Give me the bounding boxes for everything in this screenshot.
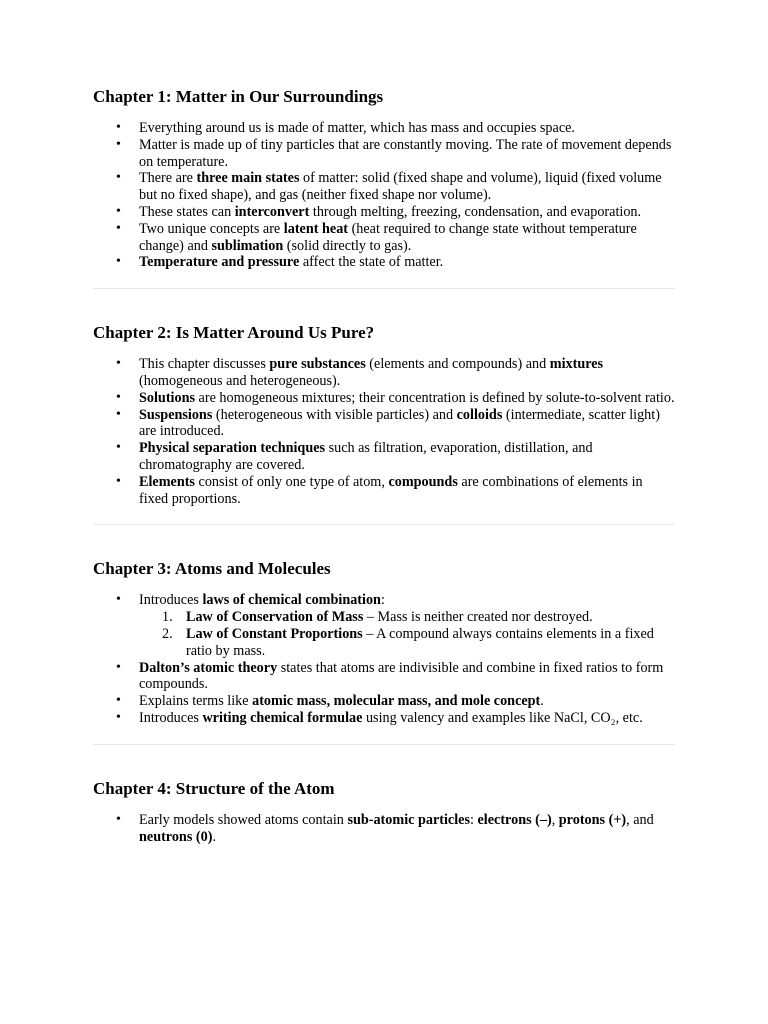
text-run: These states can (139, 203, 235, 220)
bullet-icon: • (116, 136, 121, 152)
bold-term: Temperature and pressure (139, 254, 300, 271)
text-run: : (380, 592, 385, 609)
text-run: affect the state of matter. (299, 254, 444, 271)
bold-term: neutrons (0) (139, 828, 213, 845)
list-item (116, 356, 675, 390)
bold-term: protons (+) (558, 811, 627, 828)
text-run: are combinations of elements in fixed proportions. (139, 473, 643, 507)
list-item (116, 254, 675, 271)
text-run: such as filtration, evaporation, distillation, and chromatography are covered. (139, 440, 593, 473)
text-run: (elements and compounds) and (365, 356, 550, 373)
chapter-4-title: Chapter 4: Structure of the Atom (93, 778, 335, 798)
list-item (116, 709, 675, 727)
text-run: states that atoms are indivisible and combine in fixed ratios to form compounds. (139, 659, 664, 693)
section-divider (93, 524, 675, 525)
list-item-text (139, 221, 637, 254)
list-item (116, 203, 675, 221)
bullet-icon: • (116, 473, 121, 489)
bold-term: electrons (–) (477, 811, 552, 828)
chapter-3-section (93, 558, 675, 726)
list-item-text (139, 693, 544, 709)
chapter-1-section (93, 86, 675, 271)
bold-term: latent heat (283, 220, 349, 237)
chapter-4-bullet-list (93, 812, 675, 846)
list-item (116, 693, 675, 710)
list-number: 1. (162, 609, 173, 626)
list-item-text (139, 356, 603, 389)
chapter-3-bullet-list (93, 592, 675, 726)
bullet-icon: • (116, 389, 121, 405)
bullet-icon: • (116, 440, 121, 456)
text-run: Introduces (139, 709, 203, 726)
bullet-icon: • (116, 254, 121, 270)
document-page (93, 86, 675, 845)
bullet-icon: • (116, 120, 121, 135)
bold-term: writing chemical formulae (202, 709, 363, 726)
text-run: , and (626, 811, 654, 828)
bold-term: colloids (456, 406, 503, 423)
text-run: There are (139, 170, 197, 187)
list-number: 2. (162, 625, 173, 642)
section-divider (93, 288, 675, 289)
list-item-text (139, 170, 662, 203)
list-item (116, 170, 675, 204)
bold-term: atomic mass, molecular mass, and mole concept (252, 693, 541, 710)
section-divider (93, 744, 675, 745)
chapter-2-title: Chapter 2: Is Matter Around Us Pure? (93, 323, 375, 343)
list-item (116, 120, 675, 137)
chapter-4-section (93, 778, 675, 846)
bullet-icon: • (116, 709, 121, 725)
list-item-text (139, 710, 643, 726)
list-item-text (139, 390, 675, 406)
list-item (116, 220, 675, 255)
text-run: through melting, freezing, condensation, and evaporation. (309, 203, 642, 220)
list-item-text (186, 609, 593, 625)
list-item-text (139, 254, 443, 270)
text-run: (homogeneous and heterogeneous). (139, 372, 341, 389)
text-run: Matter is made up of tiny particles that are constantly moving. The rate of movement depends on temperature. (139, 136, 672, 170)
text-run: consist of only one type of atom, (194, 473, 389, 490)
text-run: : (470, 811, 478, 828)
text-run: Everything around us is made of matter, which has mass and occupies space. (139, 120, 575, 136)
list-item (116, 406, 675, 441)
bold-term: Physical separation techniques (139, 440, 326, 457)
list-item-text (139, 660, 663, 693)
list-item-text (139, 120, 575, 136)
list-item-text (139, 474, 643, 507)
text-run: Introduces (139, 592, 203, 609)
text-run: (intermediate, scatter light) are introduced. (139, 406, 660, 440)
bold-term: Dalton’s atomic theory (139, 659, 278, 676)
list-item (116, 136, 675, 171)
bullet-icon: • (116, 592, 121, 608)
text-run: are homogeneous mixtures; their concentration is defined by solute-to-solvent ratio. (195, 389, 675, 406)
numbered-sublist (139, 609, 675, 659)
text-run: Two unique concepts are (139, 220, 284, 237)
bold-term: Solutions (139, 389, 195, 406)
bold-term: sublimation (211, 237, 284, 254)
bullet-icon: • (116, 659, 121, 675)
text-run: – A compound always contains elements in a fixed ratio by mass. (186, 625, 654, 659)
list-item (116, 659, 675, 694)
text-run: Explains terms like (139, 693, 253, 710)
bold-term: Suspensions (139, 406, 213, 423)
chapter-1-title: Chapter 1: Matter in Our Surroundings (93, 87, 384, 106)
list-item-text (139, 592, 385, 608)
list-item-text (139, 812, 654, 845)
text-run: This chapter discusses (139, 356, 270, 373)
bullet-icon: • (116, 693, 121, 709)
list-item-text (139, 440, 593, 473)
list-item-text (139, 137, 671, 170)
list-item-text (139, 204, 641, 220)
bold-term: interconvert (234, 203, 310, 220)
list-item (116, 592, 675, 659)
bold-term: laws of chemical combination (202, 592, 381, 609)
bold-term: Law of Constant Proportions (186, 625, 363, 642)
text-run: Early models showed atoms contain (139, 811, 348, 828)
text-run: (heat required to change state without temperature change) and (139, 220, 637, 254)
chapter-2-bullet-list (93, 356, 675, 507)
chapter-3-title: Chapter 3: Atoms and Molecules (93, 559, 331, 579)
bold-term: Elements (139, 473, 195, 490)
text-run: . (540, 693, 544, 710)
bold-term: Law of Conservation of Mass (186, 609, 364, 626)
numbered-list-item (162, 609, 675, 626)
bold-term: compounds (388, 473, 458, 490)
bullet-icon: • (116, 406, 121, 422)
list-item (116, 389, 675, 407)
bold-term: pure substances (269, 356, 366, 373)
text-run: (solid directly to gas). (283, 237, 412, 254)
list-item (116, 473, 675, 508)
bullet-icon: • (116, 220, 121, 236)
text-run: – Mass is neither created nor destroyed. (363, 609, 593, 626)
bold-term: mixtures (549, 356, 604, 373)
bullet-icon: • (116, 356, 121, 372)
bullet-icon: • (116, 170, 121, 186)
list-item-text (139, 407, 660, 440)
text-run: of matter: solid (fixed shape and volume), liquid (fixed volume but no fixed shape), and gas (neither fixed shape nor volume). (139, 170, 662, 204)
list-item-text (186, 626, 654, 659)
text-run: using valency and examples like NaCl, CO₂, etc. (362, 709, 643, 726)
bullet-icon: • (116, 811, 121, 827)
list-item (116, 811, 675, 846)
numbered-list-item (162, 625, 675, 660)
bold-term: sub-atomic particles (347, 811, 470, 828)
bold-term: three main states (196, 170, 300, 187)
chapter-1-bullet-list (93, 120, 675, 271)
bullet-icon: • (116, 203, 121, 219)
list-item (116, 440, 675, 474)
chapter-2-section (93, 322, 675, 507)
text-run: , (551, 811, 559, 828)
text-run: (heterogeneous with visible particles) and (212, 406, 457, 423)
text-run: . (212, 828, 216, 845)
